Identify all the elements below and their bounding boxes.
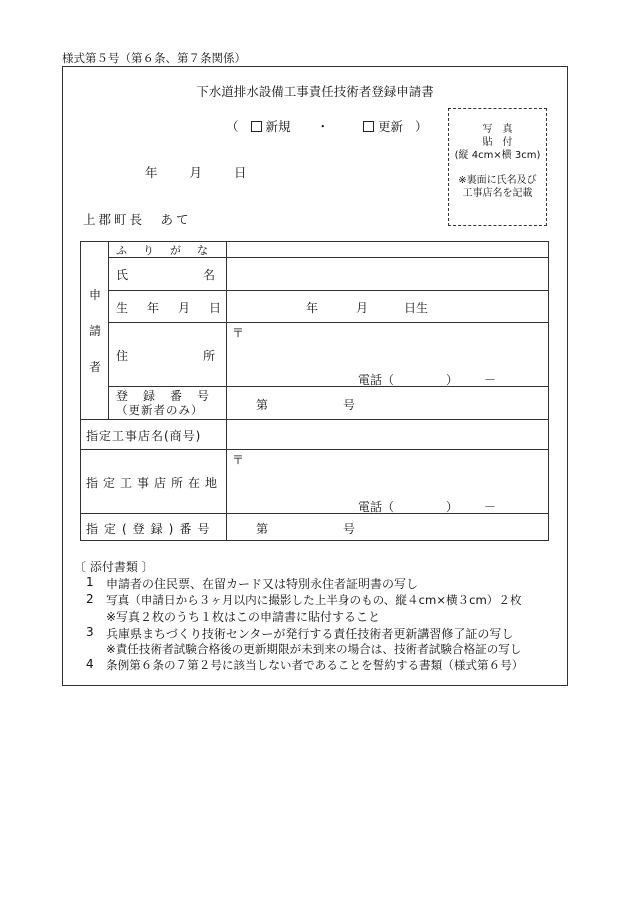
reg-label: 登録番号: [116, 389, 225, 403]
shop-phone-dash: －: [484, 500, 497, 514]
attachment-num-3: 3: [86, 625, 94, 639]
renew-checkbox[interactable]: [363, 121, 374, 132]
applicant-label-1: 申: [89, 288, 102, 302]
attachment-note-2: ※写真２枚のうち１枚はこの申請書に貼付すること: [106, 610, 381, 624]
attachment-item-2: 写真（申請日から３ヶ月以内に撮影した上半身のもの、縦４cm×横３cm）２枚: [106, 593, 522, 607]
birth-label: 生年月日: [116, 301, 241, 315]
photo-box: [448, 108, 547, 226]
application-date: [145, 163, 279, 181]
attachments-heading: 〔 添付書類 〕: [74, 560, 154, 574]
designation-go: 号: [343, 522, 356, 536]
designation-label: 指定(登録)番号: [86, 522, 216, 536]
address-label: 住所: [116, 349, 291, 363]
form-title: 下水道排水設備工事責任技術者登録申請書: [196, 84, 434, 99]
applicant-label-3: 者: [89, 360, 102, 374]
attachment-item-3: 兵庫県まちづくり技術センターが発行する責任技術者更新講習修了証の写し: [106, 627, 514, 641]
attachment-num-4: 4: [86, 657, 94, 671]
form-number: 様式第５号（第６条、第７条関係）: [62, 51, 246, 65]
shop-address-label: 指定工事店所在地: [86, 476, 223, 490]
addressee: 上郡町長 あて: [83, 212, 192, 227]
reg-sub-label: （更新者のみ）: [116, 403, 204, 417]
designation-dai: 第: [256, 522, 269, 536]
birth-month: 月: [356, 301, 369, 315]
paren-close: ）: [415, 119, 428, 134]
attachment-note-3: ※責任技術者試験合格後の更新期限が未到来の場合は、技術者試験合格証の写し: [106, 642, 522, 656]
attachment-num-1: 1: [86, 575, 94, 589]
attachment-item-1: 申請者の住民票、在留カード又は特別永住者証明書の写し: [106, 577, 419, 591]
renew-label: 更新: [378, 119, 404, 134]
phone-dash: －: [484, 373, 497, 387]
photo-note1: ※裏面に氏名及び: [458, 175, 537, 186]
photo-size: (縦 4cm×横 3cm): [454, 150, 541, 161]
photo-note2: 工事店名を記載: [462, 188, 533, 199]
shop-phone-close: ）: [446, 500, 459, 514]
shop-postal-mark: 〒: [232, 453, 245, 467]
birth-day: 日生: [404, 301, 429, 315]
phone-close: ）: [446, 373, 459, 387]
shop-phone-label: 電話（: [358, 500, 395, 514]
type-separator: ・: [316, 119, 330, 134]
date-year: 年: [145, 165, 158, 180]
attachment-num-2: 2: [86, 592, 94, 606]
reg-go: 号: [343, 398, 356, 412]
new-checkbox[interactable]: [251, 121, 262, 132]
photo-line2: 貼 付: [482, 137, 513, 148]
application-type: [226, 117, 428, 135]
furigana-label: ふりがな: [116, 244, 224, 257]
furigana-input[interactable]: [232, 242, 542, 256]
date-day: 日: [234, 165, 247, 180]
phone-label: 電話（: [358, 373, 395, 387]
shop-name-input[interactable]: [232, 424, 542, 446]
name-label: 氏名: [116, 268, 291, 282]
postal-mark: 〒: [232, 326, 245, 340]
birth-year: 年: [306, 301, 319, 315]
reg-dai: 第: [256, 398, 269, 412]
new-label: 新規: [265, 119, 291, 134]
attachment-item-4: 条例第６条の７第２号に該当しない者であることを誓約する書類（様式第６号）: [106, 658, 524, 672]
shop-name-label: 指定工事店名(商号): [86, 429, 202, 443]
paren-open: （: [226, 119, 239, 134]
date-month: 月: [189, 165, 203, 180]
photo-line1: 写 真: [482, 124, 513, 135]
name-input[interactable]: [232, 262, 542, 286]
applicant-label-2: 請: [89, 324, 102, 338]
